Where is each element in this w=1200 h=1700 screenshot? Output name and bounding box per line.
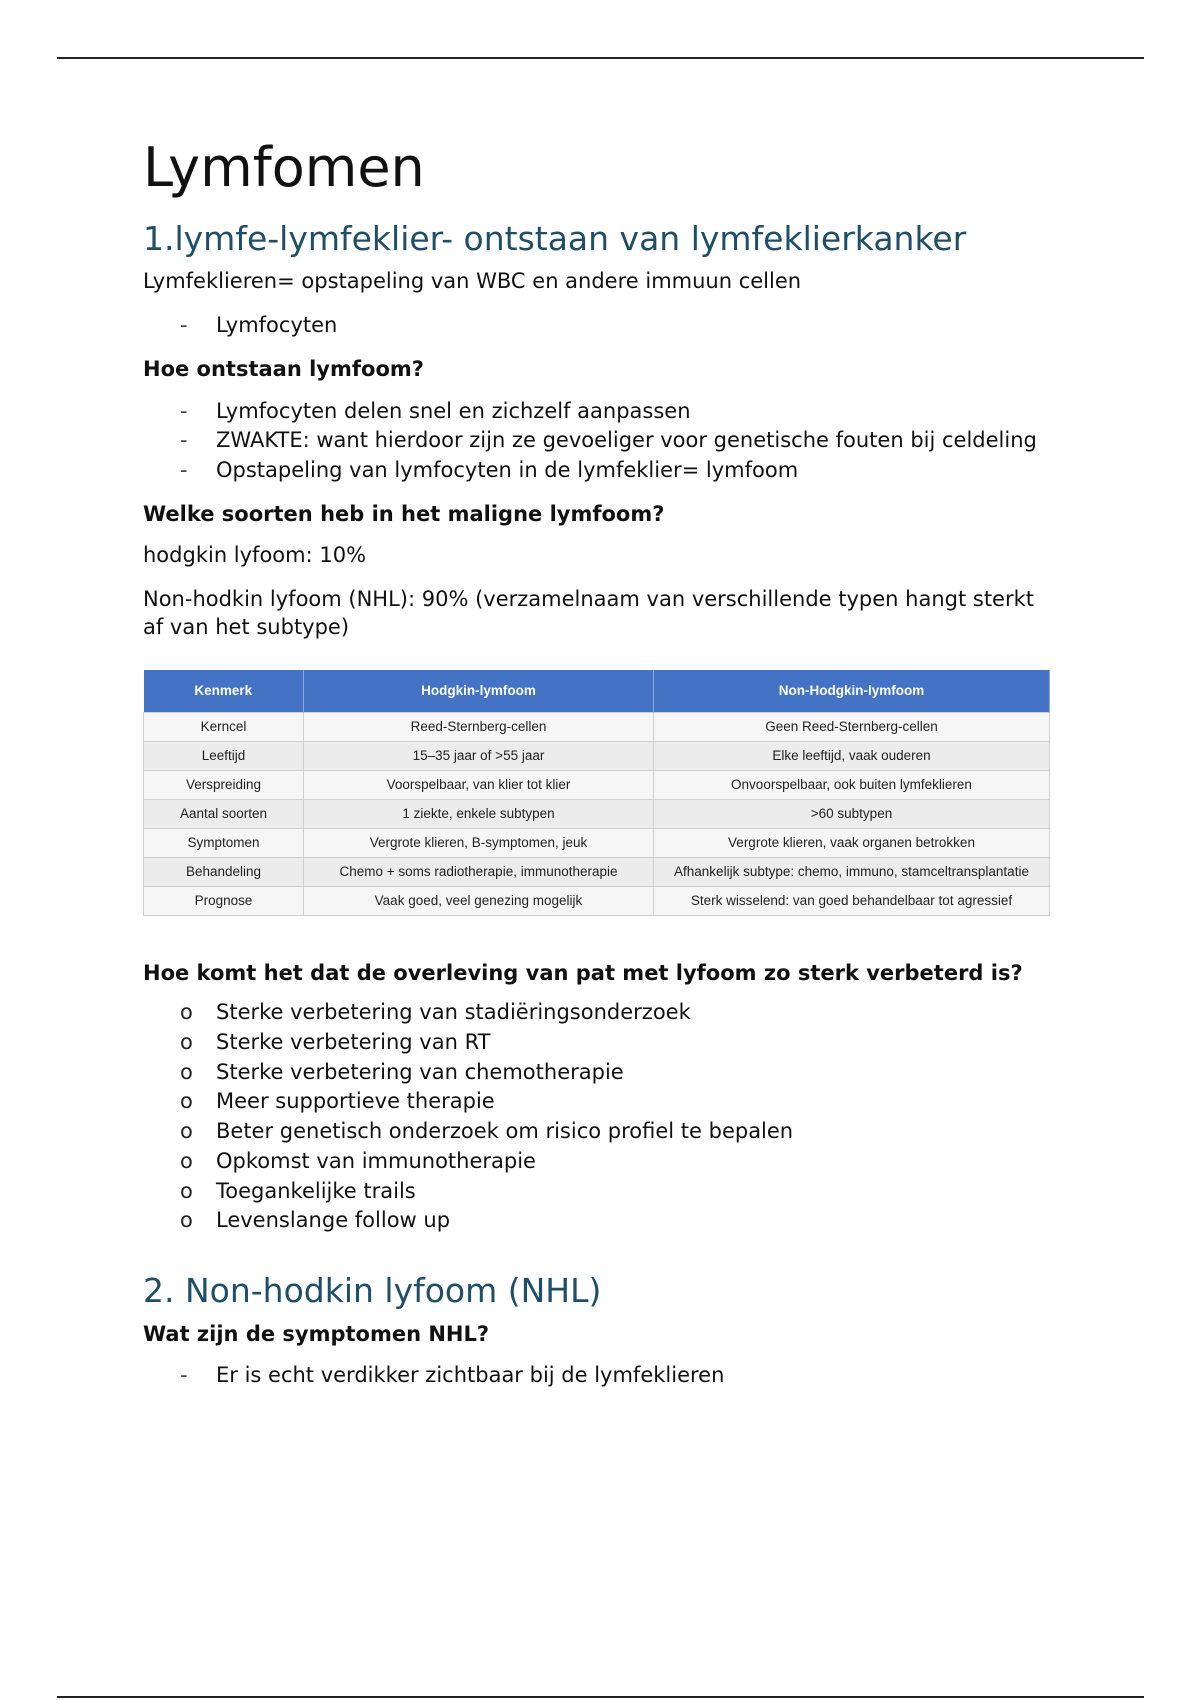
question-overleving: Hoe komt het dat de overleving van pat met lyfoom zo sterk verbeterd is? xyxy=(143,960,1023,985)
table-row xyxy=(144,799,1050,828)
list-item: - Opstapeling van lymfocyten in de lymfeklier= lymfoom xyxy=(143,457,1055,485)
table-header-cell: Hodgkin-lymfoom xyxy=(304,670,654,713)
table-row xyxy=(144,886,1050,915)
table-cell: Afhankelijk subtype: chemo, immuno, stamceltransplantatie xyxy=(654,857,1050,886)
list-item: - Er is echt verdikker zichtbaar bij de lymfeklieren xyxy=(143,1362,1055,1390)
table-cell: Prognose xyxy=(144,886,304,915)
comparison-table xyxy=(143,670,1050,916)
list-item: - Lymfocyten delen snel en zichzelf aanpassen xyxy=(143,398,1055,426)
list-item: o Beter genetisch onderzoek om risico profiel te bepalen xyxy=(143,1118,1055,1146)
table-cell: Verspreiding xyxy=(144,770,304,799)
table-cell: Symptomen xyxy=(144,828,304,857)
list-item: o Sterke verbetering van stadiëringsonderzoek xyxy=(143,999,1055,1027)
overleving-list xyxy=(143,999,1055,1235)
question-ontstaan: Hoe ontstaan lymfoom? xyxy=(143,356,424,381)
nonhodgkin-text: Non-hodkin lyfoom (NHL): 90% (verzamelnaam van verschillende typen hangt sterkt af van het subtype) xyxy=(143,587,1035,639)
table-header-cell: Non-Hodgkin-lymfoom xyxy=(654,670,1050,713)
list-item: o Toegankelijke trails xyxy=(143,1178,1055,1206)
table-cell: Vergrote klieren, vaak organen betrokken xyxy=(654,828,1050,857)
document-body xyxy=(143,136,1055,1406)
list-item: o Sterke verbetering van RT xyxy=(143,1029,1055,1057)
comparison-table-wrapper xyxy=(143,670,1049,916)
table-cell: Vergrote klieren, B-symptomen, jeuk xyxy=(304,828,654,857)
table-row xyxy=(144,770,1050,799)
document-title: Lymfomen xyxy=(143,136,425,199)
list-item: - Lymfocyten xyxy=(143,312,1055,340)
list-item: o Opkomst van immunotherapie xyxy=(143,1148,1055,1176)
table-cell: Behandeling xyxy=(144,857,304,886)
list-item: - ZWAKTE: want hierdoor zijn ze gevoeliger voor genetische fouten bij celdeling xyxy=(143,427,1055,455)
symptomen-list xyxy=(143,1362,1055,1390)
table-cell: Reed-Sternberg-cellen xyxy=(304,712,654,741)
table-cell: Voorspelbaar, van klier tot klier xyxy=(304,770,654,799)
table-cell: Onvoorspelbaar, ook buiten lymfeklieren xyxy=(654,770,1050,799)
table-cell: Elke leeftijd, vaak ouderen xyxy=(654,741,1050,770)
intro-list xyxy=(143,312,1055,340)
intro-text: Lymfeklieren= opstapeling van WBC en andere immuun cellen xyxy=(143,269,802,294)
table-cell: Sterk wisselend: van goed behandelbaar tot agressief xyxy=(654,886,1050,915)
table-cell: Geen Reed-Sternberg-cellen xyxy=(654,712,1050,741)
table-cell: 1 ziekte, enkele subtypen xyxy=(304,799,654,828)
table-cell: Leeftijd xyxy=(144,741,304,770)
table-cell: Chemo + soms radiotherapie, immunotherapie xyxy=(304,857,654,886)
table-row xyxy=(144,857,1050,886)
table-header-row xyxy=(144,670,1050,713)
table-cell: Kerncel xyxy=(144,712,304,741)
footer-rule xyxy=(57,1696,1144,1698)
ontstaan-list xyxy=(143,398,1055,485)
list-item: o Sterke verbetering van chemotherapie xyxy=(143,1059,1055,1087)
section-1-heading: 1.lymfe-lymfeklier- ontstaan van lymfeklierkanker xyxy=(143,218,967,258)
table-row xyxy=(144,741,1050,770)
question-symptomen: Wat zijn de symptomen NHL? xyxy=(143,1321,490,1346)
section-2-heading: 2. Non-hodkin lyfoom (NHL) xyxy=(143,1271,602,1311)
table-row xyxy=(144,712,1050,741)
table-cell: 15–35 jaar of >55 jaar xyxy=(304,741,654,770)
table-cell: >60 subtypen xyxy=(654,799,1050,828)
header-rule xyxy=(57,57,1144,59)
hodgkin-text: hodgkin lyfoom: 10% xyxy=(143,543,367,568)
table-cell: Vaak goed, veel genezing mogelijk xyxy=(304,886,654,915)
table-cell: Aantal soorten xyxy=(144,799,304,828)
list-item: o Levenslange follow up xyxy=(143,1207,1055,1235)
list-item: o Meer supportieve therapie xyxy=(143,1088,1055,1116)
table-row xyxy=(144,828,1050,857)
question-soorten: Welke soorten heb in het maligne lymfoom? xyxy=(143,501,665,526)
table-header-cell: Kenmerk xyxy=(144,670,304,713)
